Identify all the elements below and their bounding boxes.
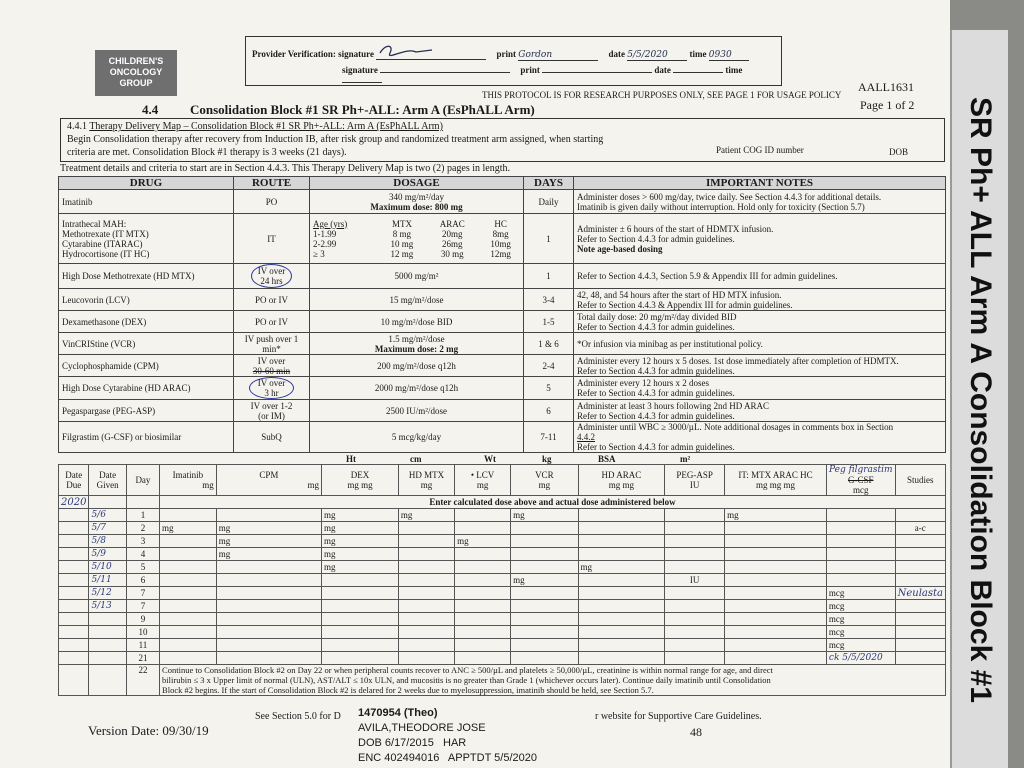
page-number: 48 bbox=[690, 725, 702, 739]
date-field[interactable]: 5/5/2020 bbox=[627, 50, 687, 61]
patient-mrn: 1470954 bbox=[358, 707, 401, 719]
day-row[interactable]: 5/10 5 mg mg bbox=[59, 561, 946, 574]
day-row[interactable]: 21 ck 5/5/2020 bbox=[59, 652, 946, 665]
day-row[interactable]: 5/8 3 mg mg mg bbox=[59, 535, 946, 548]
print-name-field-2[interactable] bbox=[542, 72, 652, 73]
sidebar-title: SR Ph+ ALL Arm A Consolidation Block #1 bbox=[964, 97, 997, 703]
patient-id-label: Patient COG ID number bbox=[716, 145, 804, 155]
drug-row-dex: Dexamethasone (DEX) PO or IV 10 mg/m²/dose BID 1-5 Total daily dose: 20 mg/m²/day divided BID Refer to Section 4.4.3 for admin guidelines. bbox=[59, 311, 946, 333]
neulasta-note: Neulasta bbox=[895, 587, 945, 600]
section-number: 4.4 bbox=[142, 102, 159, 117]
time-field[interactable]: 0930 bbox=[709, 50, 749, 61]
print-name-field[interactable]: Gordon bbox=[518, 50, 598, 61]
protocol-id: AALL1631 bbox=[858, 80, 914, 94]
signature-field-2[interactable] bbox=[380, 72, 510, 73]
drug-row-it-mah: Intrathecal MAH: Methotrexate (IT MTX) Cytarabine (ITARAC) Hydrocortisone (IT HC) IT Age (yrs) MTX ARAC HC 1-1.99 8 mg 20mg 8mg 2-2.99 10 mg 26mg 10mg ≥ 3 12 mg 30 mg 12mg 1 Administer ± 6 hours of the start of HDMTX infusion. Refer to Section 4.4.3 for admin guidelines. Note age-based dosing bbox=[59, 214, 946, 264]
weight-label: Wt bbox=[484, 454, 496, 464]
day-row-22: 22 Continue to Consolidation Block #2 on Day 22 or when peripheral counts recover to ANC ≥ 500/µL and platelets ≥ 50,000/µL, creatinine is within normal range for age, and direct bilirubin ≤ 3 x Upper limit of normal (ULN), AST/ALT ≤ 10x ULN, and mucositis is no greater than Grade 1 (whichever occurs later). Continue daily imatinib until Consolidation Block #2 begins. If the start of Consolidation Block #2 is delared for 2 weeks due to myelosuppression, imatinib should be held, see Section 5.7. bbox=[59, 665, 946, 696]
research-notice: THIS PROTOCOL IS FOR RESEARCH PURPOSES ONLY, SEE PAGE 1 FOR USAGE POLICY bbox=[482, 90, 842, 100]
see-section: See Section 5.0 for D bbox=[255, 711, 341, 722]
patient-label-sticker: 1470954 (Theo) AVILA,THEODORE JOSE DOB 6/17/2015 HAR ENC 402494016 APPTDT 5/5/2020 bbox=[358, 706, 598, 768]
signature-scribble bbox=[376, 43, 436, 57]
schedule-header: Date Due Date Given Day Imatinib mg CPM mg DEX mg mg HD MTX mg • LCV mg VCR mg HD ARAC mg mg PEG-ASP IU IT: MTX ARAC HC mg mg mg Peg filgrastim G-CSF mcg Studies bbox=[59, 465, 946, 496]
verification-label: Provider Verification: bbox=[252, 49, 336, 59]
bsa-label: BSA bbox=[598, 454, 616, 464]
drug-row-peg-asp: Pegaspargase (PEG-ASP) IV over 1-2 (or IM) 2500 IU/m²/dose 6 Administer at least 3 hours following 2nd HD ARAC Refer to Section 4.4.3 for admin guidelines. bbox=[59, 400, 946, 422]
route-circle-hd-mtx: IV over 24 hrs bbox=[251, 264, 293, 288]
section-title: Consolidation Block #1 SR Ph+-ALL: Arm A (EsPhALL Arm) bbox=[190, 102, 535, 117]
provider-verification-box: Provider Verification: signature print Gordon date 5/5/2020 time 0930 signature print date time bbox=[245, 36, 782, 86]
drug-row-hd-mtx: High Dose Methotrexate (HD MTX) IV over 24 hrs 5000 mg/m² 1 Refer to Section 4.4.3, Section 5.9 & Appendix III for admin guidelines. bbox=[59, 264, 946, 289]
year-handwritten: 2020 bbox=[59, 496, 89, 509]
intro-heading: Therapy Delivery Map – Consolidation Block #1 SR Ph+-ALL: Arm A (EsPhALL Arm) bbox=[89, 121, 443, 132]
drug-row-imatinib: Imatinib PO 340 mg/m²/day Maximum dose: 800 mg Daily Administer doses > 600 mg/day, twice daily. See Section 4.4.3 for additional details. Imatinib is given daily without interruption. Hold only for toxicity (Section 5.7) bbox=[59, 190, 946, 214]
day-row[interactable]: 5/12 7 mcg Neulasta bbox=[59, 587, 946, 600]
drug-row-gcsf: Filgrastim (G-CSF) or biosimilar SubQ 5 mcg/kg/day 7-11 Administer until WBC ≥ 3000/µL. Note additional dosages in comments box in Section 4.4.2 Refer to Section 4.4.3 for admin guidelines. bbox=[59, 422, 946, 453]
instruction-row: 2020 Enter calculated dose above and actual dose administered below bbox=[59, 496, 946, 509]
schedule-table bbox=[58, 464, 946, 696]
drug-table bbox=[58, 176, 946, 453]
age-dosing-table: Age (yrs) MTX ARAC HC 1-1.99 8 mg 20mg 8mg 2-2.99 10 mg 26mg 10mg ≥ 3 12 mg 30 mg 12mg bbox=[313, 218, 511, 259]
day-row[interactable]: 5/11 6 mg IU bbox=[59, 574, 946, 587]
version-date: Version Date: 09/30/19 bbox=[88, 723, 209, 738]
arm-sidebar bbox=[950, 30, 1008, 768]
date-field-2[interactable] bbox=[673, 72, 723, 73]
signature-field[interactable] bbox=[376, 43, 486, 60]
day-row[interactable]: 5/6 1 mg mg mg mg bbox=[59, 509, 946, 522]
drug-row-cpm: Cyclophosphamide (CPM) IV over 30-60 min 200 mg/m²/dose q12h 2-4 Administer every 12 hours x 5 doses. 1st dose immediately after completion of HDMTX. Refer to Section 4.4.3 for admin guidelines. bbox=[59, 355, 946, 377]
day-row[interactable]: 5/7 2 mg mg mg a-c bbox=[59, 522, 946, 535]
cog-logo: CHILDREN'S ONCOLOGY GROUP bbox=[95, 50, 177, 96]
day-row[interactable]: 10 mcg bbox=[59, 626, 946, 639]
time-field-2[interactable] bbox=[342, 82, 382, 83]
page-indicator: Page 1 of 2 bbox=[860, 98, 915, 112]
dob-label: DOB bbox=[889, 147, 909, 157]
day-row[interactable]: 9 mcg bbox=[59, 613, 946, 626]
day-row[interactable]: 5/13 7 mcg bbox=[59, 600, 946, 613]
height-label: Ht bbox=[346, 454, 356, 464]
signoff-note: ck 5/5/2020 bbox=[826, 652, 895, 665]
route-circle-hd-arac: IV over 3 hr bbox=[249, 377, 295, 399]
patient-name: AVILA,THEODORE JOSE bbox=[358, 722, 486, 734]
drug-row-hd-arac: High Dose Cytarabine (HD ARAC) IV over 3 hr 2000 mg/m²/dose q12h 5 Administer every 12 hours x 2 doses Refer to Section 4.4.3 for admin guidelines. bbox=[59, 377, 946, 400]
drug-table-header: DRUG ROUTE DOSAGE DAYS IMPORTANT NOTES bbox=[59, 177, 946, 190]
drug-row-vcr: VinCRIStine (VCR) IV push over 1 min* 1.5 mg/m²/dose Maximum dose: 2 mg 1 & 6 *Or infusion via minibag as per institutional policy. bbox=[59, 333, 946, 355]
protocol-page: CHILDREN'S ONCOLOGY GROUP Provider Verification: signature print Gordon date 5/5/2020 time 0930 signature print date time AALL1631 Page 1 of 2 THIS PROTOCOL IS FOR RESEARCH PURPOSES ONLY, SEE PAGE 1 FOR USAGE POLICY 4.4 Consolidation Block #1 SR Ph+-ALL: Arm A (EsPhALL Arm) 4.4.1 Therapy Delivery Map – Consolidation Block #1 SR Ph+-ALL: Arm A (EsPhALL Arm) Begin Consolidation therapy after recovery from Induction IB, after risk group and randomized treatment arm assigned, when starting criteria are met. Consolidation Block #1 therapy is 3 weeks (21 days). Patient COG ID number DOB Treatment details and criteria to start are in Section 4.4.3. This Therapy Delivery Map is two (2) pages in length. DRUG ROUTE DOSAGE DAYS IMPORTANT NOTES Imatinib PO 340 mg/m²/day Maximum dose: 800 mg Daily Administer doses > 600 mg/day, twice daily. See Section 4.4.3 for additional details. Imatinib is given daily without interruption. Hold only for toxicity (Section 5.7) Intrathecal MAH: Methotrexate (IT MTX) Cytarabine (ITARAC) Hydrocortisone (IT HC) IT Age (yrs) MTX ARAC HC 1-1.99 8 mg 20mg 8mg 2-2.99 10 mg 26mg 10mg ≥ 3 12 mg 30 mg 12mg 1 Administer ± 6 hours of the start of HDMTX infusion. Refer to Section 4.4.3 for admin guidelines. Note age-based dosing High Dose Methotrexate (HD MTX) IV over 24 hrs 5000 mg/m² 1 Refer to Section 4.4.3, Section 5.9 & Appendix III for admin guidelines. Leucovorin (LCV) PO or IV 15 mg/m²/dose 3-4 42, 48, and 54 hours after the start of HD MTX infusion. Refer to Section 4.4.3 & Appendix III for admin guidelines. Dexamethasone (DEX) PO or IV 10 mg/m²/dose BID 1-5 Total daily dose: 20 mg/m²/day divided BID Refer to Section 4.4.3 for admin guidelines. VinCRIStine (VCR) IV push over 1 min* 1.5 mg/m²/dose Maximum dose: 2 mg 1 & 6 *Or infusion via minibag as per institutional policy. Cyclophosphamide (CPM) IV over 30-60 min 200 mg/m²/dose q12h 2-4 Administer every 12 hours x 5 doses. 1st dose immediately after completion of HDMTX. Refer to Section 4.4.3 for admin guidelines. High Dose Cytarabine (HD ARAC) IV over 3 hr 2000 mg/m²/dose q12h 5 Administer every 12 hours x 2 doses Refer to Section 4.4.3 for admin guidelines. Pegaspargase (PEG-ASP) IV over 1-2 (or IM) 2500 IU/m²/dose 6 Administer at least 3 hours following 2nd HD ARAC Refer to Section 4.4.3 for admin guidelines. Filgrastim (G-CSF) or biosimilar SubQ 5 mcg/kg/day 7-11 Administer until WBC ≥ 3000/µL. Note additional dosages in comments box in Section 4.4.2 Refer to Section 4.4.3 for admin guidelines. Ht cm Wt kg BSA m² Date Due Date Given Day Imatinib mg CPM mg DEX mg mg HD MTX mg • LCV mg VCR mg HD ARAC mg mg PEG-ASP IU IT: MTX ARAC HC mg mg mg Peg filgrastim G-CSF mcg Studies 2020 Enter calculated dose above and actual dose administered below 5/6 1 mg mg mg mg 5/7 2 mg mg mg a-c 5/8 3 mg mg mg 5/9 4 mg mg 5/10 5 mg mg 5/11 6 mg IU 5/12 7 mcg Neulasta 5/13 7 mcg 9 mcg 10 mcg 11 mcg 21 ck 5/5/2020 22 Continue to Consolidation Block #2 on Day 22 or when peripheral counts recover to ANC ≥ 500/µL and platelets ≥ 50,000/µL, creatinine is within normal range for age, and direct bilirubin ≤ 3 x Upper limit of normal (ULN), AST/ALT ≤ 10x ULN, and mucositis is no greater than Grade 1 (whichever occurs later). Continue daily imatinib until Consolidation Block #2 begins. If the start of Consolidation Block #2 is delared for 2 weeks due to myelosuppression, imatinib should be held, see Section 5.7. See Section 5.0 for D r website for Supportive Care Guidelines. Version Date: 09/30/19 48 1470954 (Theo) AVILA,THEODORE JOSE DOB 6/17/2015 HAR ENC 402494016 APPTDT 5/5/2020 bbox=[0, 0, 950, 768]
patient-dob: DOB 6/17/2015 bbox=[358, 737, 434, 749]
treatment-details: Treatment details and criteria to start are in Section 4.4.3. This Therapy Delivery Map is two (2) pages in length. bbox=[60, 163, 510, 174]
day-row[interactable]: 5/9 4 mg mg bbox=[59, 548, 946, 561]
day-row[interactable]: 11 mcg bbox=[59, 639, 946, 652]
drug-row-lcv: Leucovorin (LCV) PO or IV 15 mg/m²/dose 3-4 42, 48, and 54 hours after the start of HD MTX infusion. Refer to Section 4.4.3 & Appendix III for admin guidelines. bbox=[59, 289, 946, 311]
intro-box: 4.4.1 Therapy Delivery Map – Consolidation Block #1 SR Ph+-ALL: Arm A (EsPhALL Arm) Begin Consolidation therapy after recovery from Induction IB, after risk group and randomized treatment arm assigned, when starting criteria are met. Consolidation Block #1 therapy is 3 weeks (21 days). Patient COG ID number DOB bbox=[60, 118, 945, 162]
supportive-care: r website for Supportive Care Guidelines. bbox=[595, 711, 762, 722]
peg-filgrastim-note: Peg filgrastim bbox=[828, 465, 893, 475]
